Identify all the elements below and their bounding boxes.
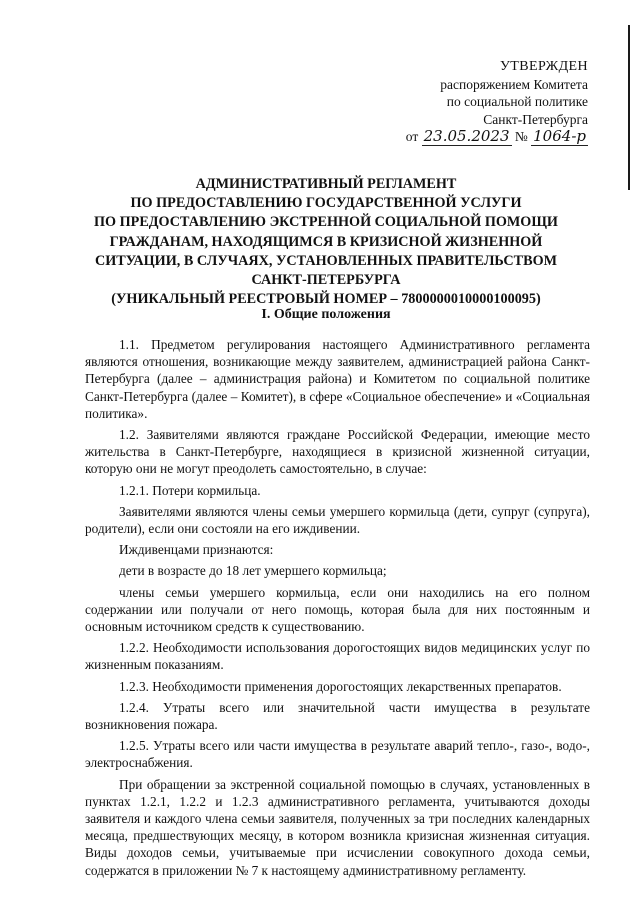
number-prefix: №	[514, 129, 528, 145]
paragraph: 1.2.1. Потери кормильца.	[119, 482, 261, 498]
date-prefix: от	[405, 129, 419, 145]
approval-date-line	[406, 128, 588, 148]
paragraph: члены семьи умершего кормильца, если они находились на его полном содержании или получали от него помощь, которая была для них постоянным и основным источником средств к существованию.	[85, 584, 590, 635]
scan-edge-line	[628, 25, 630, 190]
paragraph: 1.2.5. Утраты всего или части имущества в результате аварий тепло-, газо-, водо-, электроснабжения.	[85, 738, 590, 771]
document-body	[85, 336, 590, 883]
header-line-2: ПО ПРЕДОСТАВЛЕНИЮ ГОСУДАРСТВЕННОЙ УСЛУГИ	[130, 195, 522, 212]
handwritten-date: 23.05.2023	[423, 127, 510, 146]
paragraph: 1.2. Заявителями являются граждане Российской Федерации, имеющие место жительства в Санкт-Петербурге, находящиеся в кризисной жизненной ситуации, которую они не могут преодолеть самостоятельно, в случае:	[85, 427, 590, 477]
approval-stamp-block	[406, 58, 588, 148]
paragraph: 1.2.3. Необходимости применения дорогостоящих лекарственных препаратов.	[119, 678, 562, 694]
paragraph: 1.2.4. Утраты всего или значительной части имущества в результате возникновения пожара.	[85, 699, 590, 733]
header-line-5: СИТУАЦИИ, В СЛУЧАЯХ, УСТАНОВЛЕННЫХ ПРАВИТЕЛЬСТВОМ	[94, 252, 558, 269]
paragraph: При обращении за экстренной социальной помощью в случаях, установленных в пунктах 1.2.1, 1.2.2 и 1.2.3 административного регламента, учитываются доходы заявителя и каждого члена семьи заявителя, полученных за три последних календарных месяца, предшествующих месяцу, в котором возникла кризисная жизненная ситуация. Виды доходов семьи, учитываемые при исчислении совокупного дохода семьи, содержатся в приложении № 7 к настоящему административному регламенту.	[85, 776, 590, 878]
paragraph: Заявителями являются члены семьи умершего кормильца (дети, супруг (супруга), родители), если они состояли на его иждивении.	[85, 503, 590, 537]
header-line-6: САНКТ-ПЕТЕРБУРГА	[251, 272, 401, 289]
approval-line-1: распоряжением Комитета	[440, 76, 588, 92]
header-line-7: (УНИКАЛЬНЫЙ РЕЕСТРОВЫЙ НОМЕР – 7800000010000100095)	[111, 291, 541, 308]
document-header	[70, 175, 582, 309]
paragraph: дети в возрасте до 18 лет умершего кормильца;	[119, 563, 387, 579]
section-title: I. Общие положения	[261, 307, 391, 322]
paragraph: 1.1. Предметом регулирования настоящего Административного регламента являются отношения, возникающие между заявителем, администрацией района Санкт-Петербурга (далее – администрация района) и Комитетом по социальной политике Санкт-Петербурга (далее – Комитет), в сфере «Социальное обеспечение» и «Социальная политика».	[85, 337, 590, 421]
paragraph: Иждивенцами признаются:	[119, 542, 274, 558]
approval-line-3: Санкт-Петербурга	[483, 111, 588, 127]
approval-line-2: по социальной политике	[446, 94, 588, 110]
approval-title: УТВЕРЖДЕН	[499, 59, 588, 74]
header-line-1: АДМИНИСТРАТИВНЫЙ РЕГЛАМЕНТ	[195, 176, 457, 192]
handwritten-number: 1064-р	[533, 127, 586, 146]
header-line-4: ГРАЖДАНАМ, НАХОДЯЩИМСЯ В КРИЗИСНОЙ ЖИЗНЕННОЙ	[109, 233, 543, 250]
paragraph: 1.2.2. Необходимости использования дорогостоящих видов медицинских услуг по жизненным показаниям.	[85, 640, 590, 673]
header-line-3: ПО ПРЕДОСТАВЛЕНИЮ ЭКСТРЕННОЙ СОЦИАЛЬНОЙ ПОМОЩИ	[94, 214, 558, 231]
